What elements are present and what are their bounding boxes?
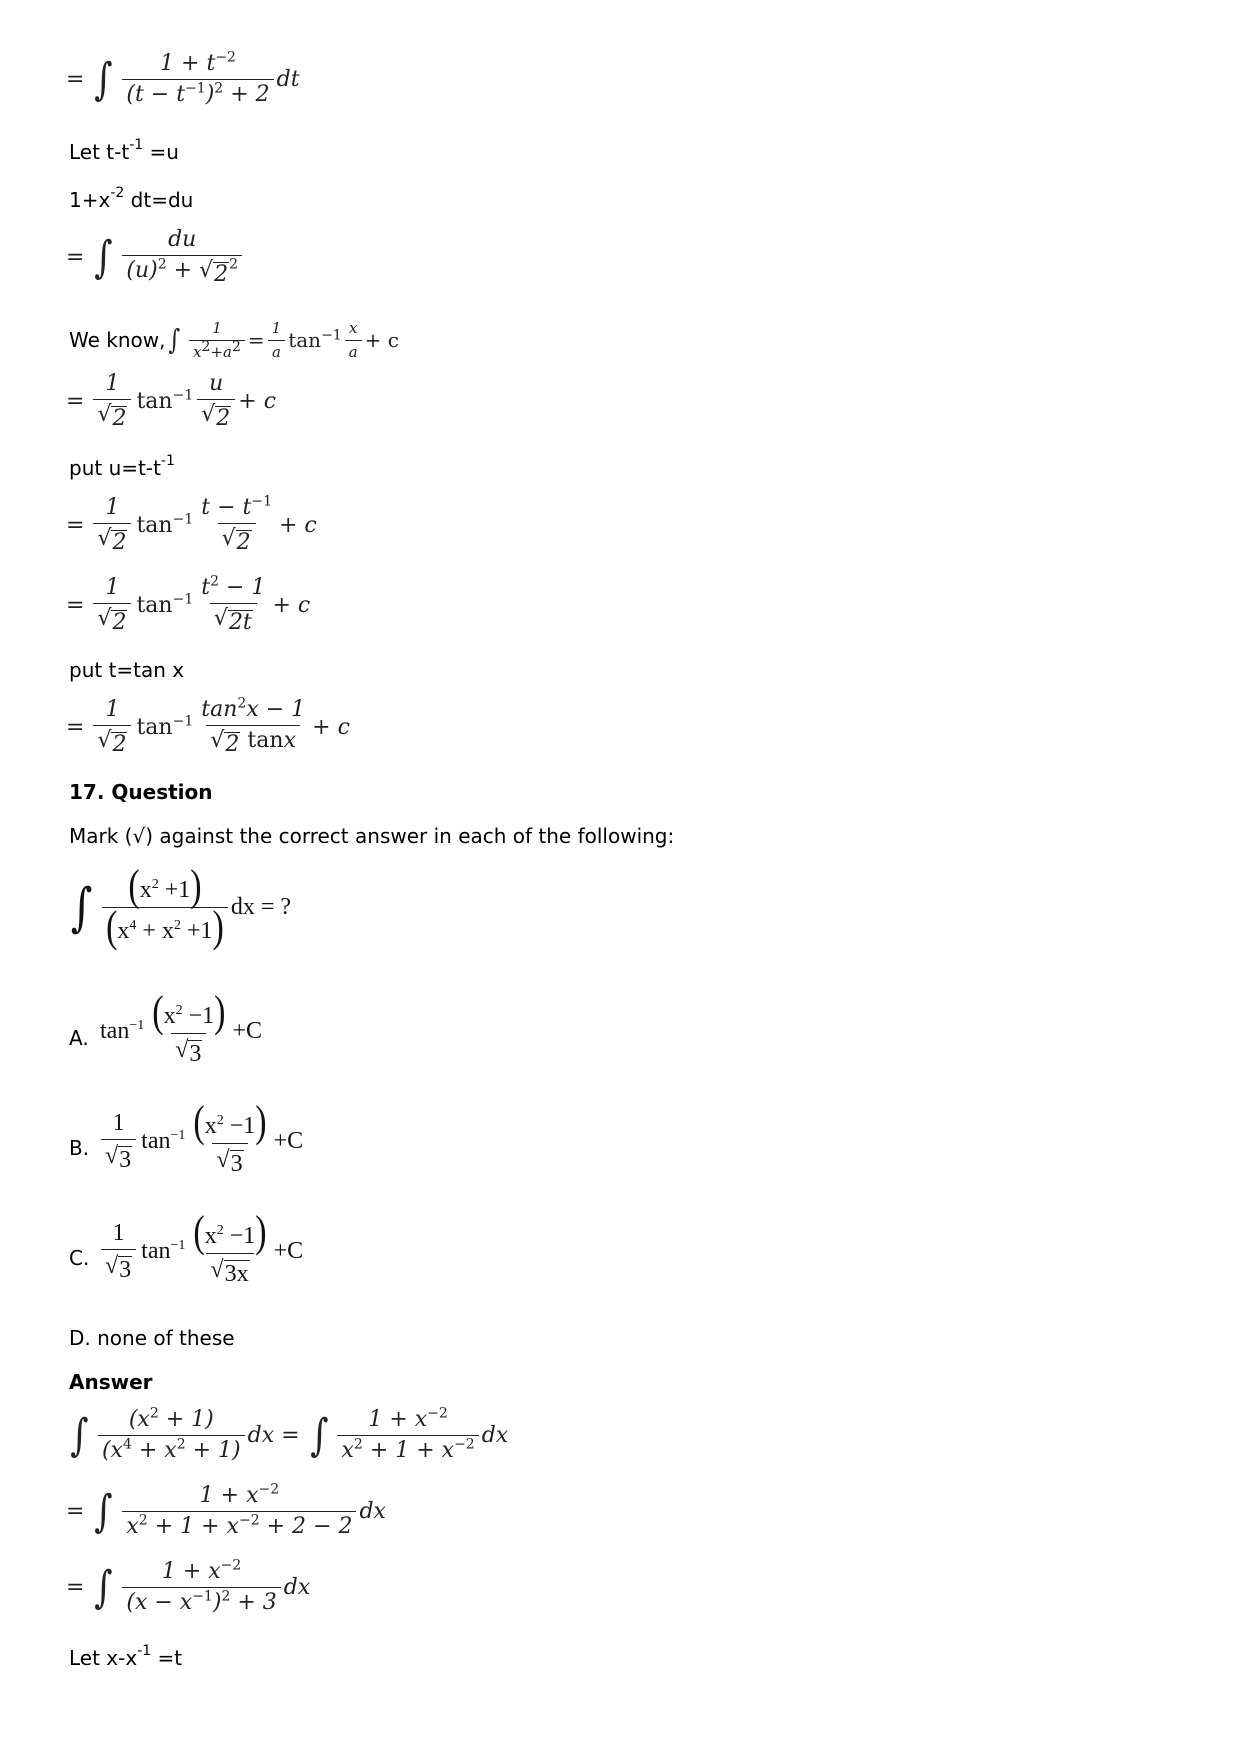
let-t-line: Let $t-t^{-1} =u$ — [69, 137, 179, 164]
answer-equation-2: = ∫ $\frac{1 + x^{-2}}{x^2 + 1 + x^{-2} + 2 - 2}$ dx — [66, 1481, 386, 1540]
equation-arctan-t: = 1 √ 2 $\tan^{-1}$ $t - t^{-1}$ √ 2 + c — [66, 493, 317, 556]
option-c-label: C. — [69, 1246, 90, 1270]
option-c-expression[interactable]: 1 √ 3 $\tan^{-1}$ $(x^2 -1)$ √ 3x +C — [98, 1216, 303, 1287]
question-heading: 17. Question — [69, 780, 213, 804]
answer-heading: Answer — [69, 1370, 153, 1394]
equation-integral-u: = ∫ du $(u)^2$ + √ 2 $^2$ — [66, 228, 245, 287]
option-a-expression[interactable]: $\tan^{-1}$ $(x^2 -1)$ √ 3 +C — [100, 988, 262, 1067]
let-x-line: Let $x-x^{-1} =t$ — [69, 1643, 183, 1670]
standard-integral-formula: ∫ $\frac{1}{x2+a2}$ = $\frac{1}{a}$ $\tan^{-1}$ $\frac{x}{a}$ + c — [168, 319, 399, 361]
option-d[interactable]: D. none of these — [69, 1326, 235, 1350]
question-instruction: Mark (√) against the correct answer in each of the following: — [69, 824, 675, 848]
equation-arctan-u: = 1 √ 2 $\tan^{-1}$ u √ 2 + c — [66, 371, 277, 432]
option-b-expression[interactable]: 1 √ 3 $\tan^{-1}$ $(x^2 -1)$ √ 3 +C — [98, 1106, 303, 1177]
differential-line: $1+x^{-2}$ dt=du — [69, 185, 194, 212]
equation-arctan-tanx: = 1 √ 2 $\tan^{-1}$ $\tan^2x - 1$ √ 2 tanx + c — [66, 695, 350, 758]
put-u-line: put $u=t-t^{-1}$ — [69, 453, 175, 480]
formula-line: We know, ∫ $\frac{1}{x2+a2}$ = $\frac{1}{a}$ $\tan^{-1}$ $\frac{x}{a}$ + c — [69, 319, 399, 361]
answer-equation-3: = ∫ $\frac{1 + x^{-2}}{(x - x^{-1})^2 + 3}$ dx — [66, 1557, 311, 1616]
option-a-label: A. — [69, 1026, 89, 1050]
option-b-label: B. — [69, 1136, 90, 1160]
answer-equation-1: ∫ $\frac{(x^2 + 1)}{(x^4 + x^2 + 1)}$ dx = ∫ $\frac{1 + x^{-2}}{x^2 + 1 + x^{-2}}$ dx — [70, 1405, 509, 1464]
question-integral: ∫ $\frac{(x^2 +1)}{(x^4 + x^2 +1)}$ dx = ? — [70, 862, 292, 952]
equation-arctan-t-squared: = 1 √ 2 $\tan^{-1}$ $t^2 - 1$ √ 2t + c — [66, 573, 311, 636]
put-t-line: put t=tan x — [69, 658, 185, 682]
equation-integral-t: = ∫ $\frac{1 + t^{-2}}{(t - t^{-1})^2 + 2}$ dt — [66, 49, 300, 108]
